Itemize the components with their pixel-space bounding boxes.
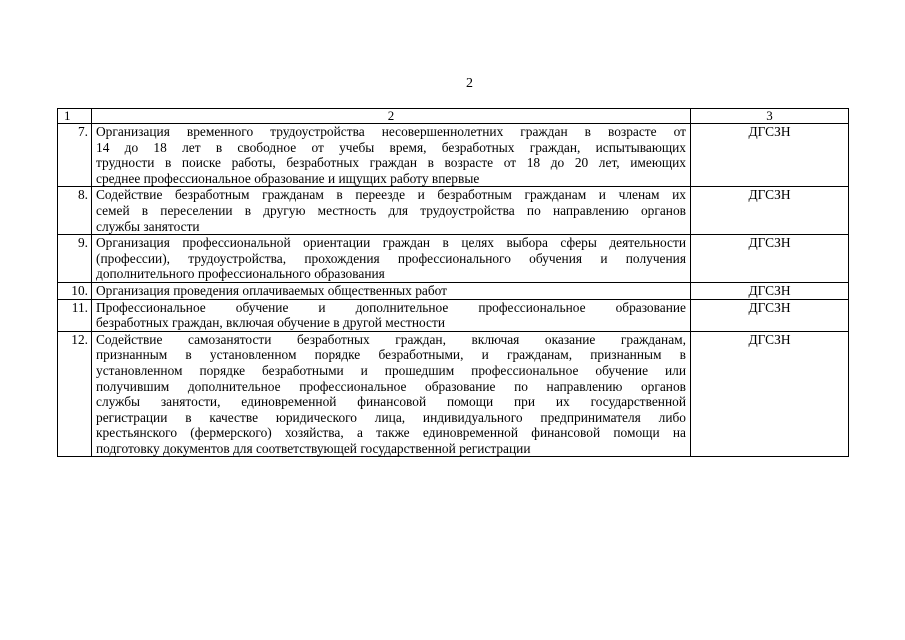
description-line: Организация временного трудоустройства несовершеннолетних граждан в возрасте от xyxy=(96,124,686,139)
services-table xyxy=(57,108,849,457)
table-row xyxy=(58,282,849,299)
description-line: установленном порядке безработными и прошедшим профессиональное обучение или xyxy=(96,362,686,378)
description-line: Содействие безработным гражданам в переезде и безработным гражданам и членам их xyxy=(96,187,686,203)
description-line: трудности в поиске работы, безработных граждан в возрасте от 18 до 20 лет, имеющих xyxy=(96,155,686,171)
description-line: безработных граждан, включая обучение в другой местности xyxy=(96,315,446,331)
table-row xyxy=(58,124,849,187)
description-line: Организация проведения оплачиваемых общественных работ xyxy=(96,282,448,298)
description-line: признанным в установленном порядке безработными, и гражданам, признанным в xyxy=(96,347,686,363)
description-line: Профессиональное обучение и дополнительное профессиональное образование xyxy=(96,299,686,315)
row-organization: ДГСЗН xyxy=(691,282,849,299)
row-description xyxy=(92,124,691,187)
row-number: 10. xyxy=(58,282,92,299)
row-organization: ДГСЗН xyxy=(691,235,849,283)
header-cell-number: 1 xyxy=(58,109,92,124)
header-cell-organization: 3 xyxy=(691,109,849,124)
row-number: 8. xyxy=(58,187,92,235)
row-organization: ДГСЗН xyxy=(691,124,849,187)
description-line: службы занятости, единовременной финансовой помощи при их государственной xyxy=(96,394,686,410)
description-line: регистрации в качестве юридического лица, индивидуального предпринимателя либо xyxy=(96,409,686,425)
row-description xyxy=(92,331,691,457)
description-line: Организация профессиональной ориентации граждан в целях выбора сферы деятельности xyxy=(96,235,686,251)
row-organization: ДГСЗН xyxy=(691,187,849,235)
table-header-row xyxy=(58,109,849,124)
table-row xyxy=(58,187,849,235)
row-organization: ДГСЗН xyxy=(691,299,849,331)
description-line: дополнительного профессионального образования xyxy=(96,266,385,282)
row-description xyxy=(92,299,691,331)
description-line: Содействие самозанятости безработных граждан, включая оказание гражданам, xyxy=(96,331,686,347)
row-description xyxy=(92,282,691,299)
header-cell-description: 2 xyxy=(92,109,691,124)
table-row xyxy=(58,235,849,283)
row-number: 12. xyxy=(58,331,92,457)
row-number: 9. xyxy=(58,235,92,283)
description-line: среднее профессиональное образование и ищущих работу впервые xyxy=(96,170,480,186)
description-line: 14 до 18 лет в свободное от учебы время, безработных граждан, испытывающих xyxy=(96,139,686,155)
row-number: 11. xyxy=(58,299,92,331)
description-line: подготовку документов для соответствующей государственной регистрации xyxy=(96,440,531,456)
description-line: семей в переселении в другую местность для трудоустройства по направлению органов xyxy=(96,202,686,218)
table-row xyxy=(58,331,849,457)
description-line: (профессии), трудоустройства, прохождения профессионального обучения и получения xyxy=(96,250,686,266)
description-line: получившим дополнительное профессиональное образование по направлению органов xyxy=(96,378,686,394)
table-row xyxy=(58,299,849,331)
description-line: крестьянского (фермерского) хозяйства, а также единовременной финансовой помощи на xyxy=(96,425,686,441)
row-number: 7. xyxy=(58,124,92,187)
row-organization: ДГСЗН xyxy=(691,331,849,457)
row-description xyxy=(92,187,691,235)
row-description xyxy=(92,235,691,283)
description-line: службы занятости xyxy=(96,218,200,234)
page-number: 2 xyxy=(466,76,473,91)
